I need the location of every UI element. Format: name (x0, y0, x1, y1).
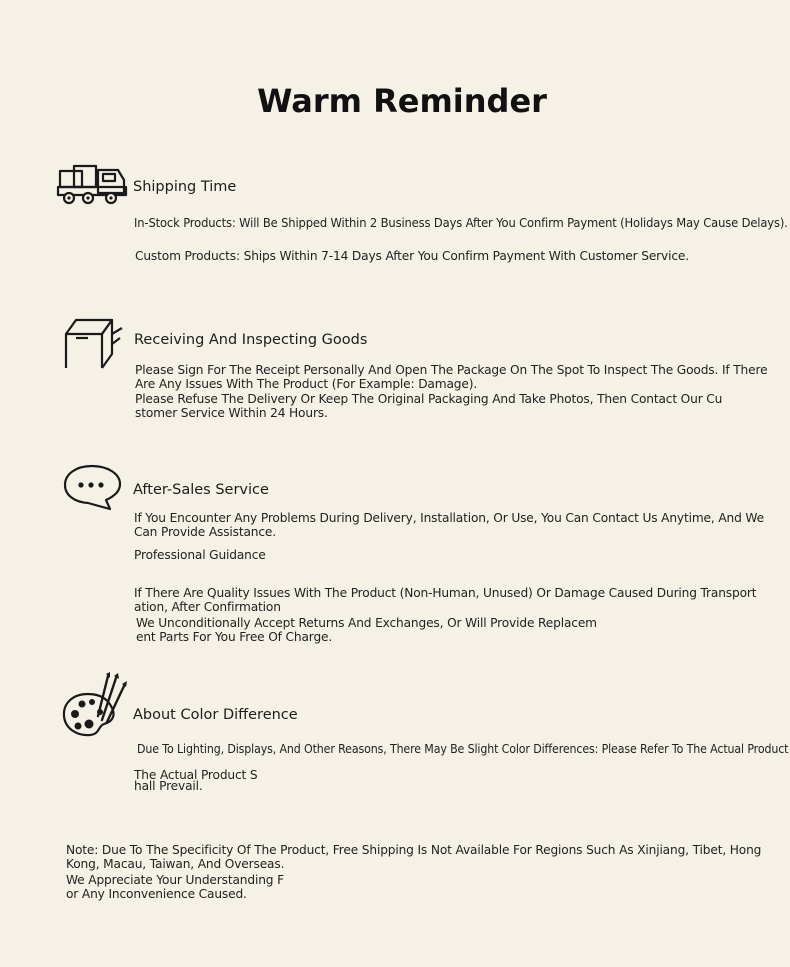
truck-icon (56, 163, 128, 207)
text-line: If There Are Quality Issues With The Product (Non-Human, Unused) Or Damage Caused During Transport (134, 586, 757, 600)
text-line: Custom Products: Ships Within 7-14 Days After You Confirm Payment With Customer Service. (135, 249, 689, 263)
text-line: ent Parts For You Free Of Charge. (136, 630, 333, 644)
text-line: Can Provide Assistance. (134, 525, 276, 539)
text-line: Professional Guidance (134, 548, 266, 562)
section-heading-after-sales: After-Sales Service (133, 482, 269, 498)
text-line: ation, After Confirmation (134, 600, 281, 614)
note-line: Note: Due To The Specificity Of The Product, Free Shipping Is Not Available For Regions Such As Xinjiang, Tibet, Hong (66, 843, 762, 857)
box-icon (62, 316, 126, 374)
text-line: We Unconditionally Accept Returns And Exchanges, Or Will Provide Replacem (136, 616, 597, 630)
paint-palette-icon (60, 672, 132, 740)
note-line: Kong, Macau, Taiwan, And Overseas. (66, 857, 285, 871)
note-line: or Any Inconvenience Caused. (66, 887, 247, 901)
speech-bubble-icon (62, 462, 124, 512)
text-line: The Actual Product S (134, 768, 258, 782)
section-heading-shipping: Shipping Time (133, 179, 237, 195)
text-line: Are Any Issues With The Product (For Example: Damage). (135, 377, 478, 391)
text-line: Please Refuse The Delivery Or Keep The Original Packaging And Take Photos, Then Contact Our Cu (135, 392, 723, 406)
text-line: stomer Service Within 24 Hours. (135, 406, 328, 420)
section-heading-receiving: Receiving And Inspecting Goods (134, 332, 368, 348)
note-line: We Appreciate Your Understanding F (66, 873, 284, 887)
text-line: In-Stock Products: Will Be Shipped Within 2 Business Days After You Confirm Payment (Holidays May Cause Delays). (134, 216, 788, 230)
text-line: Please Sign For The Receipt Personally And Open The Package On The Spot To Inspect The Goods. If There (135, 363, 768, 377)
page-title: Warm Reminder (257, 82, 547, 120)
text-line: hall Prevail. (134, 779, 203, 793)
text-line: Due To Lighting, Displays, And Other Reasons, There May Be Slight Color Differences: Please Refer To The Actual Product (137, 742, 789, 756)
text-line: If You Encounter Any Problems During Delivery, Installation, Or Use, You Can Contact Us Anytime, And We (134, 511, 764, 525)
section-heading-color-difference: About Color Difference (133, 707, 298, 723)
